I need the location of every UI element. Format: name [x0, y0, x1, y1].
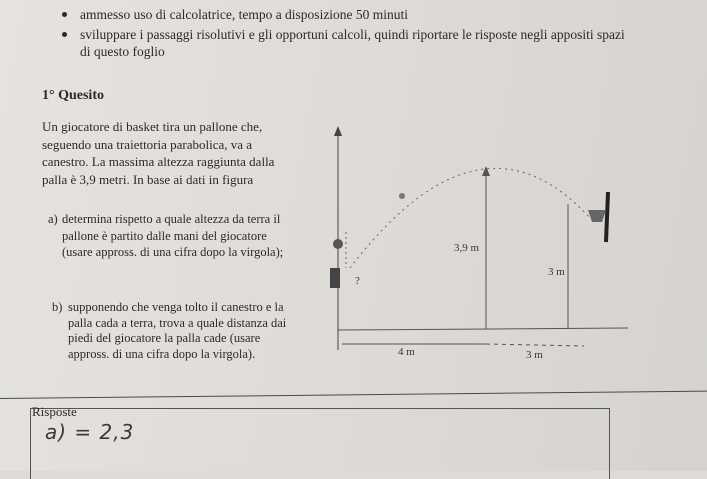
backboard [606, 192, 608, 242]
distance-1-label: 4 m [398, 346, 415, 358]
distance-2-line [486, 344, 584, 346]
question-b-letter: b) [52, 300, 63, 314]
ball-icon [399, 193, 405, 199]
unknown-height-label: ? [355, 275, 360, 287]
basketball-figure [310, 118, 640, 368]
max-height-label: 3,9 m [454, 242, 480, 254]
divider [0, 391, 707, 399]
instruction-item [58, 6, 698, 23]
problem-intro: Un giocatore di basket tira un pallone che, seguendo una traiettoria parabolica, va a canestro. La massima altezza raggiunta dalla palla è 3,9 metri. In base ai dati in figura [42, 119, 275, 187]
instruction-text: ammesso uso di calcolatrice, tempo a disposizione 50 minuti [80, 7, 409, 22]
ground-line [338, 328, 628, 330]
instruction-item [58, 26, 698, 43]
y-axis-arrow [334, 126, 342, 136]
question-b-text: supponendo che venga tolto il canestro e la palla cada a terra, trova a quale distanza dai piedi del giocatore la palla cade (usare appross. di una cifra dopo la virgola). [68, 300, 287, 361]
question-b [52, 300, 290, 362]
question-a [48, 211, 288, 261]
hoop-icon [588, 210, 606, 222]
player-head-icon [333, 239, 343, 249]
hoop-height-label: 3 m [548, 266, 565, 278]
max-height-arrow [482, 166, 490, 176]
question-a-text: determina rispetto a quale altezza da terra il pallone è partito dalle mani del giocatore (usare appross. di una cifra dopo la virgola); [62, 212, 284, 259]
question-title: 1° Quesito [42, 88, 104, 103]
instruction-text: sviluppare i passaggi risolutivi e gli opportuni calcoli, quindi riportare le risposte negli appositi spazi [80, 27, 625, 42]
instruction-continuation: di questo foglio [80, 44, 165, 59]
instructions-list [58, 6, 698, 60]
answer-a-handwritten: a) = 2,3 [45, 420, 135, 444]
answers-label: Risposte [32, 404, 77, 419]
question-a-letter: a) [48, 212, 58, 226]
distance-2-label: 3 m [526, 349, 543, 361]
player-body-icon [330, 268, 340, 288]
